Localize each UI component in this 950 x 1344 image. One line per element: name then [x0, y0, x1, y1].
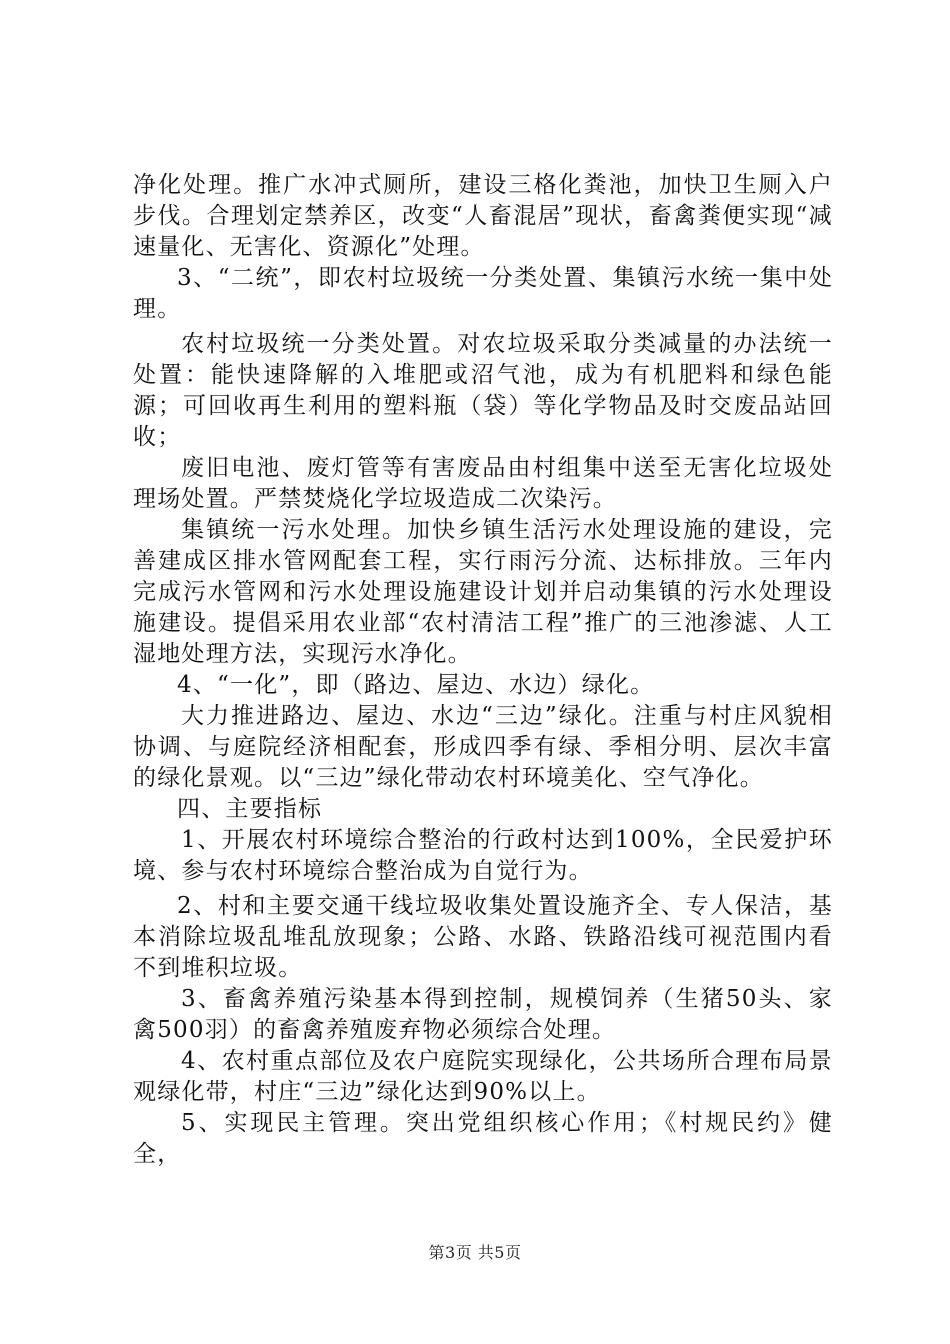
page-footer: 第3页 共5页: [428, 1243, 522, 1262]
paragraph-garbage-sorting: 农村垃圾统一分类处置。对农垃圾采取分类减量的办法统一处置：能快速降解的入堆肥或沼气池，成为有机肥料和绿色能源；可回收再生利用的塑料瓶（袋）等化学物品及时交废品站回收；: [133, 331, 833, 450]
paragraph-item-3: 3、“二统”，即农村垃圾统一分类处置、集镇污水统一集中处理。: [133, 265, 833, 322]
paragraph-sewage-treatment: 集镇统一污水处理。加快乡镇生活污水处理设施的建设，完善建成区排水管网配套工程，实行雨污分流、达标排放。三年内完成污水管网和污水处理设施建设计划并启动集镇的污水处理设施建设。提倡采用农业部“农村清洁工程”推广的三池渗滤、人工湿地处理方法，实现污水净化。: [133, 517, 833, 667]
section-heading-main-indicators: 四、主要指标: [177, 796, 323, 822]
paragraph-continuation: 净化处理。推广水冲式厕所，建设三格化粪池，加快卫生厕入户步伐。合理划定禁养区，改变“人畜混居”现状，畜禽粪便实现“减速量化、无害化、资源化”处理。: [133, 172, 833, 260]
document-body: [133, 170, 833, 1170]
indicator-item-4: 4、农村重点部位及农户庭院实现绿化，公共场所合理布局景观绿化带，村庄“三边”绿化达到90%以上。: [133, 1048, 833, 1105]
indicator-item-2: 2、村和主要交通干线垃圾收集处置设施齐全、专人保洁，基本消除垃圾乱堆乱放现象；公路、水路、铁路沿线可视范围内看不到堆积垃圾。: [133, 893, 833, 981]
indicator-item-3: 3、畜禽养殖污染基本得到控制，规模饲养（生猪50头、家禽500羽）的畜禽养殖废弃物必须综合处理。: [133, 986, 833, 1043]
paragraph-greening: 大力推进路边、屋边、水边“三边”绿化。注重与村庄风貌相协调、与庭院经济相配套，形成四季有绿、季相分明、层次丰富的绿化景观。以“三边”绿化带动农村环境美化、空气净化。: [133, 703, 833, 791]
indicator-item-1: 1、开展农村环境综合整治的行政村达到100%，全民爱护环境、参与农村环境综合整治成为自觉行为。: [133, 827, 833, 884]
paragraph-item-4: 4、“一化”，即（路边、屋边、水边）绿化。: [177, 672, 655, 698]
indicator-item-5: 5、实现民主管理。突出党组织核心作用；《村规民约》健全，: [133, 1110, 833, 1167]
paragraph-hazardous-waste: 废旧电池、废灯管等有害废品由村组集中送至无害化垃圾处理场处置。严禁焚烧化学垃圾造成二次染污。: [133, 455, 833, 512]
